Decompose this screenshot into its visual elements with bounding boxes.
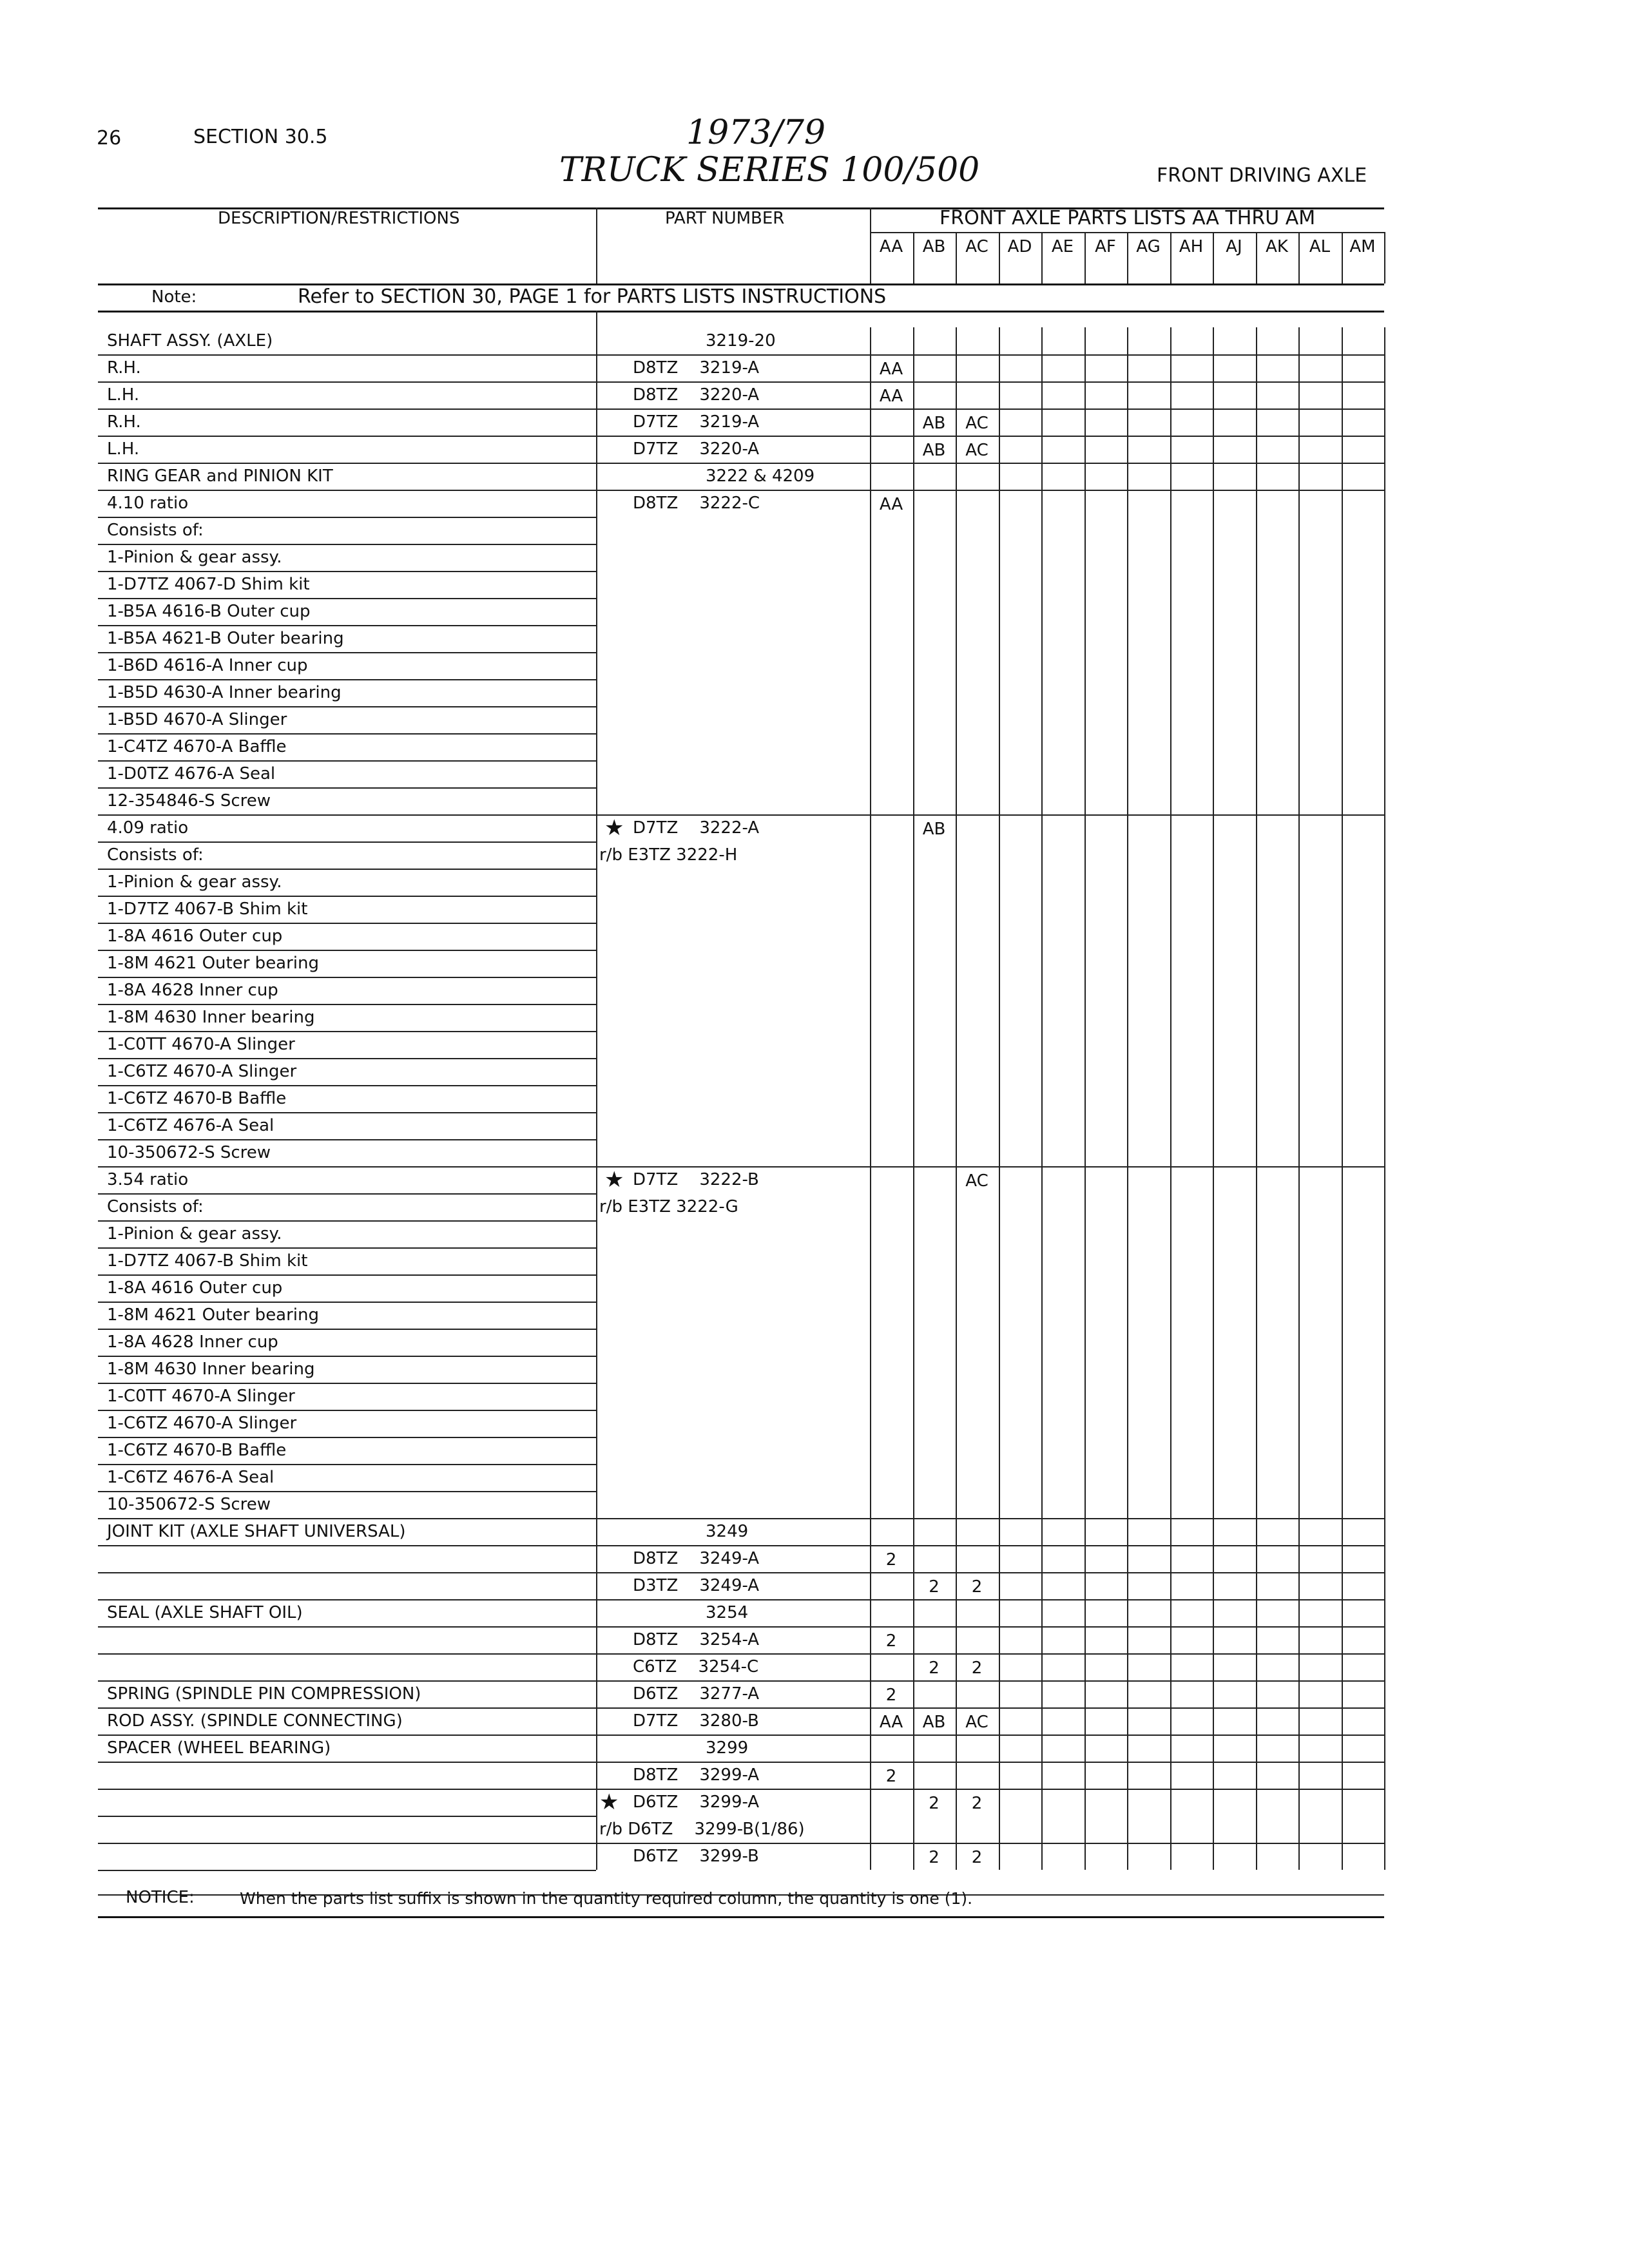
rule-line [98,841,596,843]
quantity-cell: 2 [885,1767,897,1786]
rule-line [98,787,596,789]
quantity-cell: AB [922,1713,946,1732]
row-description: 1-8A 4616 Outer cup [107,927,283,946]
rule-line [98,652,596,653]
rule-line [98,760,596,762]
row-description: 4.09 ratio [107,818,189,838]
subject-label: FRONT DRIVING AXLE [1157,164,1367,187]
quantity-cell: 2 [971,1848,983,1867]
star-icon: ★ [604,815,624,841]
column-divider [999,327,1000,1870]
note-label: Note: [151,287,197,307]
column-divider [1041,232,1043,284]
quantity-cell: 2 [929,1658,940,1678]
row-part-number: 3254 [706,1603,749,1622]
row-part-number: r/b E3TZ 3222-G [599,1197,738,1216]
column-divider [596,311,597,1870]
rule-line [98,598,596,599]
quantity-cell: 2 [971,1577,983,1597]
rule-line [98,311,1384,312]
row-description: 1-8A 4628 Inner cup [107,1332,278,1352]
rule-line [98,1302,596,1303]
row-description: 12-354846-S Screw [107,791,271,811]
row-part-number: D7TZ 3280-B [633,1711,759,1731]
row-description: RING GEAR and PINION KIT [107,466,333,486]
row-description: L.H. [107,439,140,459]
row-part-number: D7TZ 3220-A [633,439,760,459]
row-description: SEAL (AXLE SHAFT OIL) [107,1603,303,1622]
column-divider [1384,232,1385,284]
list-code-am: AM [1349,237,1376,256]
rule-line [98,1274,596,1276]
rule-line [98,408,1384,410]
rule-line [98,1329,596,1330]
quantity-cell: AA [879,387,903,406]
rule-line [98,1112,596,1113]
rule-line [98,1193,596,1195]
list-code-ak: AK [1266,237,1288,256]
column-divider [1298,327,1300,1870]
list-code-aa: AA [879,237,903,256]
row-description: 1-B5A 4616-B Outer cup [107,602,311,621]
row-part-number: D8TZ 3222-C [633,494,760,513]
row-description: Consists of: [107,521,204,540]
quantity-cell: AA [879,360,903,379]
rule-line [98,544,596,545]
rule-line [98,463,1384,464]
column-divider [956,327,957,1870]
quantity-cell: AC [965,1171,988,1191]
rule-line [98,1004,596,1005]
page-number: 26 [97,127,122,149]
rule-line [98,1735,1384,1736]
row-part-number: D6TZ 3299-A [633,1792,760,1812]
quantity-cell: AB [922,441,946,460]
row-description: 1-C6TZ 4670-A Slinger [107,1414,297,1433]
col-parts-lists-header: FRONT AXLE PARTS LISTS AA THRU AM [940,207,1316,229]
row-part-number: r/b E3TZ 3222-H [599,845,738,865]
rule-line [98,1599,1384,1600]
row-description: 1-D7TZ 4067-B Shim kit [107,1251,308,1271]
column-divider [913,232,914,284]
rule-line [98,1247,596,1249]
rule-line [98,1572,1384,1573]
row-description: 1-8M 4621 Outer bearing [107,954,320,973]
quantity-cell: 2 [929,1848,940,1867]
notice-label: NOTICE: [126,1888,195,1907]
row-description: 1-8M 4630 Inner bearing [107,1360,315,1379]
rule-line [98,1626,1384,1628]
col-part-number-header: PART NUMBER [665,209,785,228]
column-divider [870,207,871,284]
rule-line [98,1653,1384,1655]
notice-text: When the parts list suffix is shown in the quantity required column, the quantity is one (1). [240,1889,973,1908]
row-description: 10-350672-S Screw [107,1143,271,1162]
row-description: 1-8M 4630 Inner bearing [107,1008,315,1027]
rule-line [98,896,596,897]
row-description: 1-Pinion & gear assy. [107,872,282,892]
rule-line [98,1707,1384,1709]
rule-line [98,814,1384,816]
rule-line [98,923,596,924]
rule-line [98,679,596,680]
rule-line [98,1410,596,1411]
quantity-cell: 2 [971,1794,983,1813]
row-part-number: 3219-20 [706,331,776,351]
column-divider [1342,232,1343,284]
row-part-number: D6TZ 3277-A [633,1684,760,1704]
row-part-number: D8TZ 3220-A [633,385,760,405]
rule-line [98,1058,596,1059]
row-description: 1-B6D 4616-A Inner cup [107,656,308,675]
list-code-af: AF [1095,237,1116,256]
row-description: 1-C0TT 4670-A Slinger [107,1035,295,1054]
quantity-cell: 2 [971,1658,983,1678]
star-icon: ★ [599,1789,619,1815]
row-part-number: D7TZ 3222-A [633,818,760,838]
row-part-number: D8TZ 3254-A [633,1630,760,1649]
column-divider [1298,232,1300,284]
row-part-number: C6TZ 3254-C [633,1657,759,1677]
row-description: 1-8A 4616 Outer cup [107,1278,283,1298]
row-description: 3.54 ratio [107,1170,189,1189]
rule-line [98,1085,596,1086]
row-description: 1-C6TZ 4670-B Baffle [107,1441,287,1460]
row-part-number: D8TZ 3249-A [633,1549,760,1568]
rule-line [98,1789,1384,1790]
rule-line [98,1870,596,1871]
row-description: 1-Pinion & gear assy. [107,548,282,567]
rule-line [98,1518,1384,1519]
rule-line [98,733,596,735]
rule-line [98,354,1384,356]
list-code-aj: AJ [1226,237,1242,256]
row-description: 1-C6TZ 4676-A Seal [107,1116,275,1135]
years-title: 1973/79 [686,113,826,152]
column-divider [1256,327,1257,1870]
row-description: 1-C4TZ 4670-A Baffle [107,737,287,756]
series-title: TRUCK SERIES 100/500 [559,151,980,189]
column-divider [1084,327,1086,1870]
rule-line [98,1031,596,1032]
list-code-ab: AB [922,237,946,256]
column-divider [913,327,914,1870]
quantity-cell: AC [965,414,988,433]
rule-line [98,1680,1384,1682]
rule-line [98,625,596,626]
rule-line [98,436,1384,437]
row-description: 1-C0TT 4670-A Slinger [107,1387,295,1406]
column-divider [1041,327,1043,1870]
row-description: 1-8M 4621 Outer bearing [107,1305,320,1325]
row-description: SPACER (WHEEL BEARING) [107,1738,331,1758]
column-divider [1127,232,1128,284]
row-part-number: 3222 & 4209 [706,466,815,486]
rule-line [98,284,1384,285]
star-icon: ★ [604,1167,624,1193]
row-description: 10-350672-S Screw [107,1495,271,1514]
row-description: Consists of: [107,1197,204,1216]
column-divider [1127,327,1128,1870]
quantity-cell: AA [879,495,903,514]
row-description: 4.10 ratio [107,494,189,513]
row-description: SPRING (SPINDLE PIN COMPRESSION) [107,1684,421,1704]
rule-line [98,1139,596,1140]
row-description: 1-C6TZ 4670-B Baffle [107,1089,287,1108]
rule-line [98,1383,596,1384]
quantity-cell: AB [922,414,946,433]
rule-line [98,1762,1384,1763]
row-description: R.H. [107,412,141,432]
row-description: 1-D7TZ 4067-B Shim kit [107,899,308,919]
rule-line [98,1437,596,1438]
column-divider [1084,232,1086,284]
row-part-number: D6TZ 3299-B [633,1847,759,1866]
row-description: Consists of: [107,845,204,865]
row-description: 1-8A 4628 Inner cup [107,981,278,1000]
row-description: JOINT KIT (AXLE SHAFT UNIVERSAL) [107,1522,406,1541]
row-part-number: D8TZ 3299-A [633,1765,760,1785]
col-description-header: DESCRIPTION/RESTRICTIONS [218,209,460,228]
row-description: 1-B5D 4630-A Inner bearing [107,683,342,702]
column-divider [596,207,597,284]
row-part-number: 3299 [706,1738,749,1758]
rule-line [98,1464,596,1465]
rule-line [98,869,596,870]
column-divider [956,232,957,284]
rule-line [98,207,1384,209]
row-part-number: D8TZ 3219-A [633,358,760,378]
list-code-ac: AC [965,237,988,256]
column-divider [1170,327,1171,1870]
rule-line [98,517,596,518]
rule-line [98,1916,1384,1918]
rule-line [98,1220,596,1222]
quantity-cell: AA [879,1713,903,1732]
row-description: 1-Pinion & gear assy. [107,1224,282,1244]
rule-line [98,1545,1384,1546]
quantity-cell: 2 [929,1577,940,1597]
row-description: 1-B5A 4621-B Outer bearing [107,629,344,648]
rule-line [98,1843,1384,1844]
rule-line [98,977,596,978]
row-part-number: D3TZ 3249-A [633,1576,760,1595]
rule-line [98,381,1384,383]
quantity-cell: AC [965,441,988,460]
quantity-cell: AC [965,1713,988,1732]
row-description: L.H. [107,385,140,405]
quantity-cell: AB [922,820,946,839]
quantity-cell: 2 [929,1794,940,1813]
row-description: 1-C6TZ 4676-A Seal [107,1468,275,1487]
rule-line [98,706,596,707]
row-description: 1-D7TZ 4067-D Shim kit [107,575,310,594]
row-description: 1-C6TZ 4670-A Slinger [107,1062,297,1081]
rule-line [98,1816,596,1817]
section-label: SECTION 30.5 [193,126,328,148]
rule-line [98,571,596,572]
column-divider [1256,232,1257,284]
list-code-ah: AH [1179,237,1204,256]
rule-line [98,950,596,951]
row-description: 1-D0TZ 4676-A Seal [107,764,276,783]
rule-line [98,1356,596,1357]
column-divider [1213,327,1214,1870]
list-code-ae: AE [1051,237,1074,256]
column-divider [1170,232,1171,284]
column-divider [999,232,1000,284]
column-divider [1384,327,1385,1870]
list-code-al: AL [1309,237,1331,256]
column-divider [1342,327,1343,1870]
column-divider [1213,232,1214,284]
row-description: 1-B5D 4670-A Slinger [107,710,287,729]
row-part-number: r/b D6TZ 3299-B(1/86) [599,1820,805,1839]
row-description: ROD ASSY. (SPINDLE CONNECTING) [107,1711,403,1731]
quantity-cell: 2 [885,1686,897,1705]
quantity-cell: 2 [885,1550,897,1570]
rule-line [98,490,1384,491]
quantity-cell: 2 [885,1631,897,1651]
note-text: Refer to SECTION 30, PAGE 1 for PARTS LISTS INSTRUCTIONS [298,285,887,308]
row-description: R.H. [107,358,141,378]
row-description: SHAFT ASSY. (AXLE) [107,331,273,351]
row-part-number: D7TZ 3219-A [633,412,760,432]
list-code-ag: AG [1136,237,1161,256]
row-part-number: 3249 [706,1522,749,1541]
row-part-number: D7TZ 3222-B [633,1170,759,1189]
rule-line [98,1166,1384,1168]
rule-line [98,1491,596,1492]
list-code-ad: AD [1007,237,1032,256]
